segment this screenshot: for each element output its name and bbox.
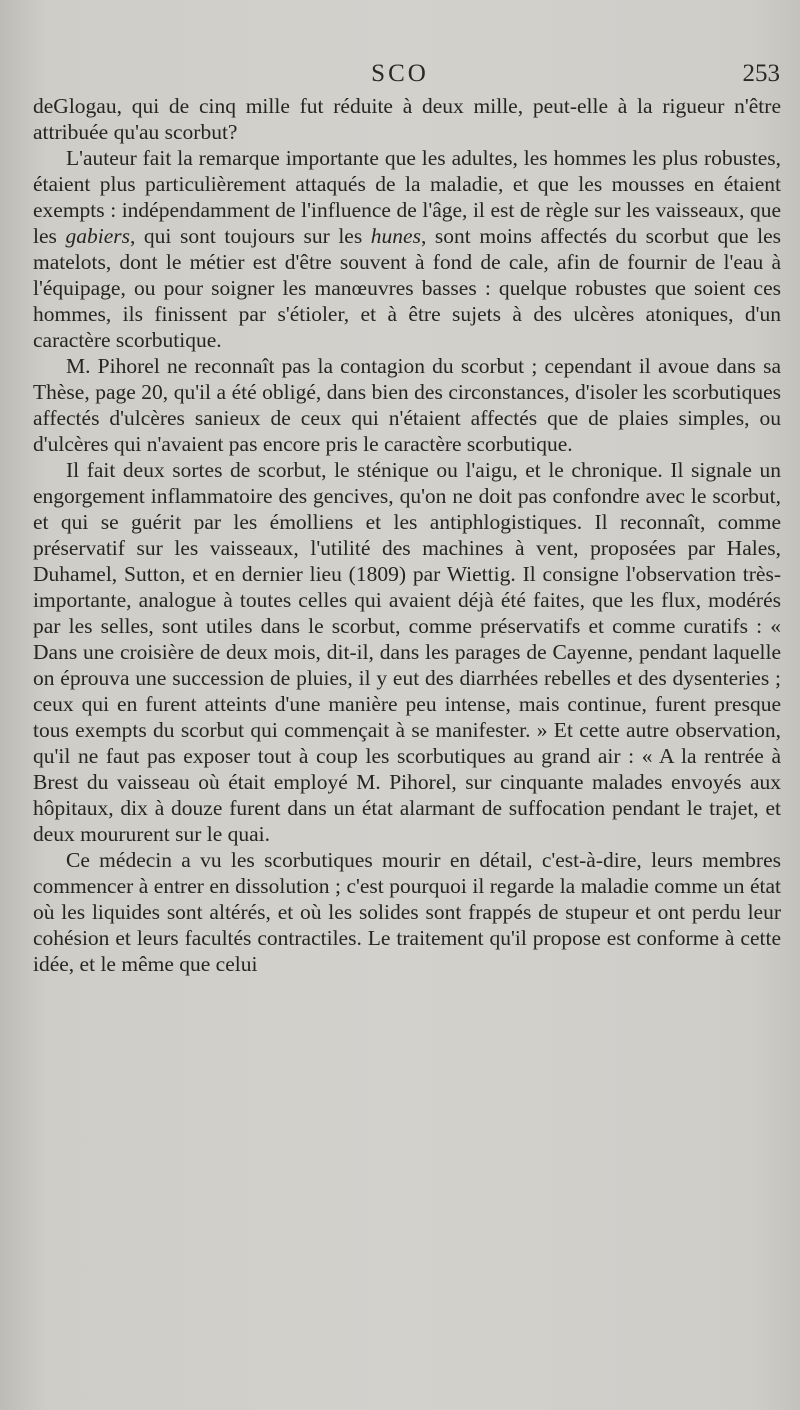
paragraph-text: , qui sont toujours sur les <box>129 224 371 248</box>
paragraph-text: Ce médecin a vu les scorbutiques mourir en détail, c'est-à-dire, leurs membres commencer à entrer en dissolution ; c'est pourquoi il regarde la maladie comme un état où les liquides sont altérés, et où les solides sont frappés de stupeur et ont perdu leur cohésion et leurs facultés contractiles. Le traitement qu'il propose est conforme à cette idée, et le même que celui <box>33 848 781 976</box>
page-header <box>0 60 800 94</box>
page-number: 253 <box>742 60 780 87</box>
paragraph-text: M. Pihorel ne reconnaît pas la contagion du scorbut ; cependant il avoue dans sa Thèse, page 20, qu'il a été obligé, dans bien des circonstances, d'isoler les scorbutiques affectés d'ulcères sanieux de ceux qui n'étaient affectés que de plaies simples, ou d'ulcères qui n'avaient pas encore pris le caractère scorbutique. <box>33 354 781 456</box>
running-head: SCO <box>371 60 429 87</box>
paragraph <box>33 847 781 977</box>
italic-term: gabiers <box>65 224 130 248</box>
body-text <box>33 93 781 977</box>
paragraph <box>33 145 781 353</box>
paragraph-text: , sont moins affectés du scorbut que les matelots, dont le métier est d'être souvent à fond de cale, afin de fournir de l'eau à l'équipage, ou pour soigner les manœuvres basses : quelque robustes que soient ces hommes, ils finissent par s'étioler, et à être sujets à des ulcères atoniques, d'un caractère scorbutique. <box>33 224 781 352</box>
italic-term: hunes <box>370 224 421 248</box>
paragraph-text: L'auteur fait la remarque importante que les adultes, les hommes les plus robustes, étaient plus particulièrement attaqués de la maladie, et que les mousses en étaient exempts : indépendamment de l'influence de l'âge, il est de règle sur les vaisseaux, que les <box>33 146 781 248</box>
paragraph <box>33 457 781 847</box>
paragraph-text: deGlogau, qui de cinq mille fut réduite à deux mille, peut-elle à la rigueur n'être attribuée qu'au scorbut? <box>33 94 781 144</box>
paragraph-text: Il fait deux sortes de scorbut, le sténique ou l'aigu, et le chronique. Il signale un engorgement inflammatoire des gencives, qu'on ne doit pas confondre avec le scorbut, et qui se guérit par les émolliens et les antiphlogistiques. Il reconnaît, comme préservatif sur les vaisseaux, l'utilité des machines à vent, proposées par Hales, Duhamel, Sutton, et en dernier lieu (1809) par Wiettig. Il consigne l'observation très-importante, analogue à toutes celles qui avaient déjà été faites, que les flux, modérés par les selles, sont utiles dans le scorbut, comme préservatifs et comme curatifs : « Dans une croisière de deux mois, dit-il, dans les parages de Cayenne, pendant laquelle on éprouva une succession de pluies, il y eut des diarrhées rebelles et des dysenteries ; ceux qui en furent atteints d'une manière peu intense, mais continue, furent presque tous exempts du scorbut qui commençait à se manifester. » Et cette autre observation, qu'il ne faut pas exposer tout à coup les scorbutiques au grand air : « A la rentrée à Brest du vaisseau où était employé M. Pihorel, sur cinquante malades envoyés aux hôpitaux, dix à douze furent dans un état alarmant de suffocation pendant le trajet, et deux moururent sur le quai. <box>33 458 781 846</box>
paragraph <box>33 353 781 457</box>
paragraph <box>33 93 781 145</box>
